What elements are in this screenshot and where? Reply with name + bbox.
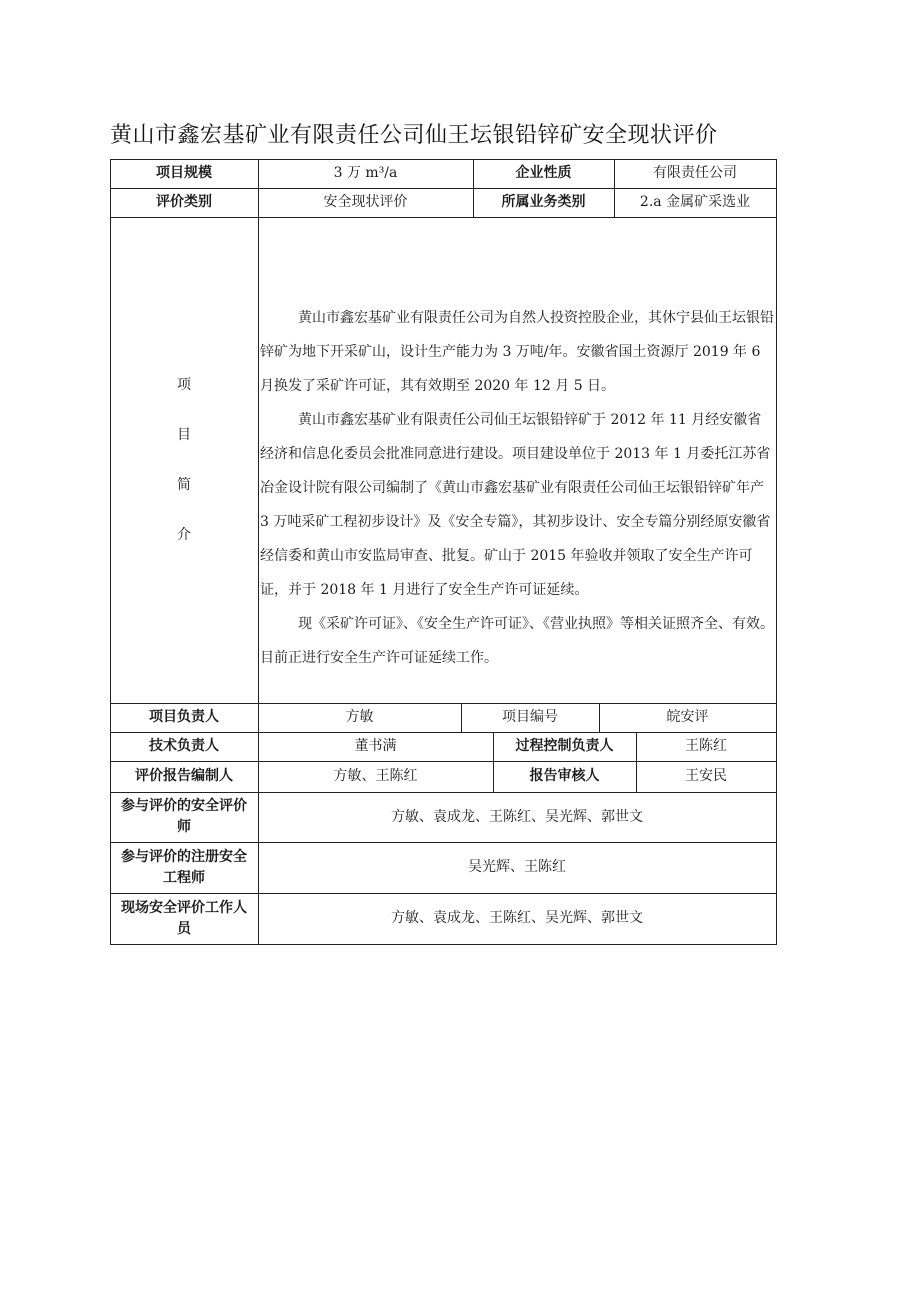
project-no-value: 皖安评 bbox=[599, 703, 777, 733]
category-value: 安全现状评价 bbox=[258, 188, 474, 218]
business-value: 2.a 金属矿采选业 bbox=[614, 188, 777, 218]
intro-body bbox=[258, 217, 777, 704]
leader-value: 方敏 bbox=[258, 703, 462, 733]
intro-label-char: 项 bbox=[177, 377, 191, 393]
process-value: 王陈红 bbox=[636, 732, 777, 762]
nature-value: 有限责任公司 bbox=[614, 159, 777, 189]
reviewer-label: 报告审核人 bbox=[493, 761, 637, 793]
document-title: 黄山市鑫宏基矿业有限责任公司仙王坛银铅锌矿安全现状评价 bbox=[110, 123, 718, 148]
intro-paragraph: 黄山市鑫宏基矿业有限责任公司仙王坛银铅锌矿于 2012 年 11 月经安徽省经济和信息化委员会批准同意进行建设。项目建设单位于 2013 年 1 月委托江苏省冶金设计院有限公司编制了《黄山市鑫宏基矿业有限责任公司仙王坛银铅锌矿年产 3 万吨采矿工程初步设计》及《安全专篇》，其初步设计、安全专篇分别经原安徽省经信委和黄山市安监局审查、批复。矿山于 2015 年验收并领取了安全生产许可证，并于 2018 年 1 月进行了安全生产许可证延续。 bbox=[260, 412, 771, 598]
compiler-label: 评价报告编制人 bbox=[110, 761, 259, 793]
business-label: 所属业务类别 bbox=[473, 188, 615, 218]
intro-label-char: 介 bbox=[177, 527, 191, 543]
scale-label: 项目规模 bbox=[110, 159, 259, 189]
tech-value: 董书满 bbox=[258, 732, 494, 762]
leader-label: 项目负责人 bbox=[110, 703, 259, 733]
compiler-value: 方敏、王陈红 bbox=[258, 761, 494, 793]
nature-label: 企业性质 bbox=[473, 159, 615, 189]
onsite-label: 现场安全评价工作人员 bbox=[110, 893, 259, 945]
evaluators-value: 方敏、袁成龙、王陈红、吴光辉、郭世文 bbox=[258, 792, 777, 843]
intro-label-char: 目 bbox=[177, 427, 191, 443]
engineers-value: 吴光辉、王陈红 bbox=[258, 842, 777, 894]
scale-value: 3 万 m³/a bbox=[258, 159, 474, 189]
onsite-value: 方敏、袁成龙、王陈红、吴光辉、郭世文 bbox=[258, 893, 777, 945]
reviewer-value: 王安民 bbox=[636, 761, 777, 793]
project-no-label: 项目编号 bbox=[461, 703, 600, 733]
process-label: 过程控制负责人 bbox=[493, 732, 637, 762]
tech-label: 技术负责人 bbox=[110, 732, 259, 762]
intro-label bbox=[110, 217, 259, 704]
engineers-label: 参与评价的注册安全工程师 bbox=[110, 842, 259, 894]
intro-paragraph: 黄山市鑫宏基矿业有限责任公司为自然人投资控股企业，其休宁县仙王坛银铅锌矿为地下开采矿山，设计生产能力为 3 万吨/年。安徽省国土资源厅 2019 年 6 月换发了采矿许可证，其有效期至 2020 年 12 月 5 日。 bbox=[260, 310, 774, 394]
intro-paragraph: 现《采矿许可证》、《安全生产许可证》、《营业执照》等相关证照齐全、有效。目前正进行安全生产许可证延续工作。 bbox=[260, 616, 774, 666]
intro-label-char: 简 bbox=[177, 477, 191, 493]
evaluators-label: 参与评价的安全评价师 bbox=[110, 792, 259, 843]
category-label: 评价类别 bbox=[110, 188, 259, 218]
